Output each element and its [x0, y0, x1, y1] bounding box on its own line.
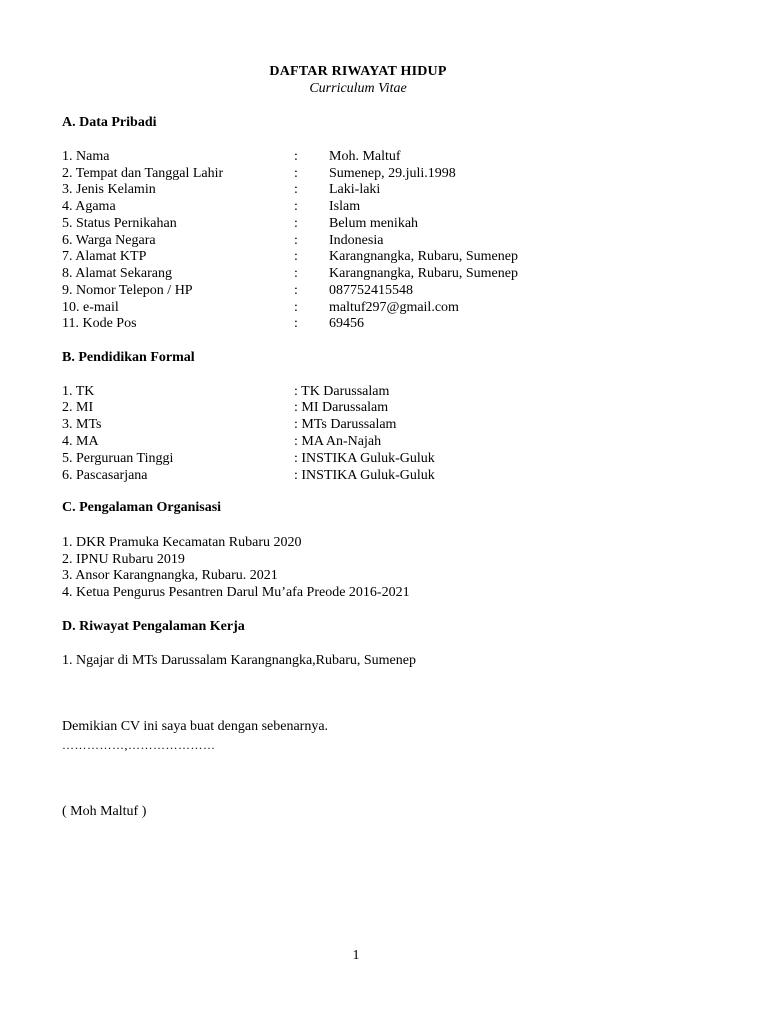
row-label: 3. Jenis Kelamin — [62, 182, 156, 197]
row-value: 087752415548 — [329, 283, 413, 298]
row-label: 5. Perguruan Tinggi — [62, 451, 174, 466]
row-colon: : — [294, 249, 298, 264]
row-value: Sumenep, 29.juli.1998 — [329, 166, 456, 181]
row-value: : MI Darussalam — [294, 400, 389, 415]
page-number: 1 — [352, 948, 360, 963]
row-value: : MA An-Najah — [294, 434, 382, 449]
row-colon: : — [294, 182, 298, 197]
row-value: : MTs Darussalam — [294, 417, 397, 432]
row-label: 10. e-mail — [62, 300, 119, 315]
section-d-heading: D. Riwayat Pengalaman Kerja — [62, 619, 245, 634]
email-value: maltuf297@gmail.com — [329, 300, 459, 315]
signature-name: ( Moh Maltuf ) — [62, 804, 147, 819]
row-label: 8. Alamat Sekarang — [62, 266, 173, 281]
row-value: Islam — [329, 199, 361, 214]
row-colon: : — [294, 316, 298, 331]
row-value: Laki-laki — [329, 182, 381, 197]
row-colon: : — [294, 149, 298, 164]
row-value: Indonesia — [329, 233, 384, 248]
organization-item: 2. IPNU Rubaru 2019 — [62, 552, 185, 567]
row-label: 6. Warga Negara — [62, 233, 156, 248]
row-value: 69456 — [329, 316, 364, 331]
section-b-heading: B. Pendidikan Formal — [62, 350, 195, 365]
document-subtitle: Curriculum Vitae — [309, 81, 407, 96]
row-value: Belum menikah — [329, 216, 419, 231]
row-colon: : — [294, 216, 298, 231]
row-colon: : — [294, 300, 298, 315]
row-label: 6. Pascasarjana — [62, 468, 148, 483]
row-label: 4. MA — [62, 434, 99, 449]
row-label: 9. Nomor Telepon / HP — [62, 283, 193, 298]
row-colon: : — [294, 199, 298, 214]
row-colon: : — [294, 233, 298, 248]
row-value: : INSTIKA Guluk-Guluk — [294, 451, 435, 466]
row-label: 4. Agama — [62, 199, 116, 214]
row-label: 2. MI — [62, 400, 94, 415]
row-colon: : — [294, 166, 298, 181]
row-value: : TK Darussalam — [294, 384, 390, 399]
row-value: Karangnangka, Rubaru, Sumenep — [329, 266, 518, 281]
document-title: DAFTAR RIWAYAT HIDUP — [269, 64, 447, 79]
row-label: 11. Kode Pos — [62, 316, 137, 331]
row-label: 7. Alamat KTP — [62, 249, 147, 264]
row-label: 5. Status Pernikahan — [62, 216, 177, 231]
section-a-heading: A. Data Pribadi — [62, 115, 157, 130]
row-colon: : — [294, 283, 298, 298]
organization-item: 3. Ansor Karangnangka, Rubaru. 2021 — [62, 568, 278, 583]
section-c-heading: C. Pengalaman Organisasi — [62, 500, 222, 515]
row-value: : INSTIKA Guluk-Guluk — [294, 468, 435, 483]
organization-item: 4. Ketua Pengurus Pesantren Darul Mu’afa Preode 2016-2021 — [62, 585, 410, 600]
row-label: 1. TK — [62, 384, 95, 399]
row-label: 3. MTs — [62, 417, 102, 432]
row-label: 2. Tempat dan Tanggal Lahir — [62, 166, 224, 181]
row-label: 1. Nama — [62, 149, 110, 164]
place-date-placeholder: ……………,………………… — [62, 738, 216, 752]
closing-statement: Demikian CV ini saya buat dengan sebenarnya. — [62, 719, 329, 734]
organization-item: 1. DKR Pramuka Kecamatan Rubaru 2020 — [62, 535, 302, 550]
row-value: Karangnangka, Rubaru, Sumenep — [329, 249, 518, 264]
work-experience-item: 1. Ngajar di MTs Darussalam Karangnangka,Rubaru, Sumenep — [62, 653, 416, 668]
row-value: Moh. Maltuf — [329, 149, 401, 164]
row-colon: : — [294, 266, 298, 281]
